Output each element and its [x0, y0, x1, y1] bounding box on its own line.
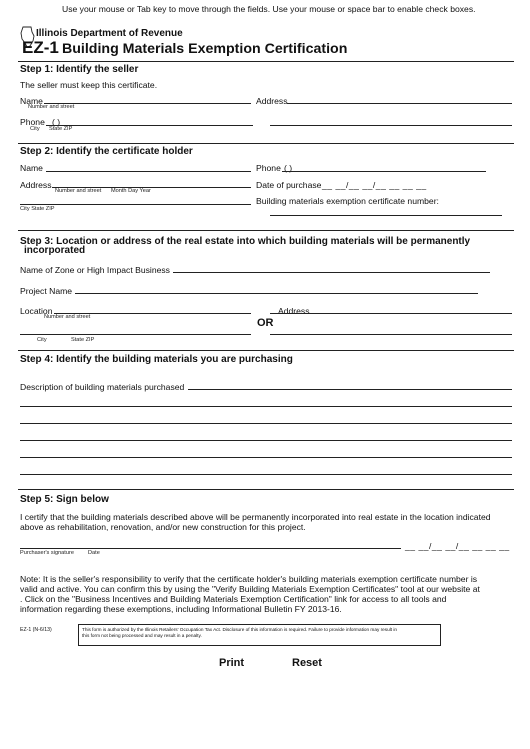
holder-name-label: Name: [20, 163, 43, 173]
holder-address-label: Address: [20, 180, 52, 190]
location-city-sublabel: City: [37, 337, 47, 343]
form-title: Building Materials Exemption Certification: [62, 41, 348, 57]
divider: [18, 143, 514, 144]
print-button[interactable]: Print: [219, 657, 245, 669]
signature-date-field[interactable]: __ __/__ __/__ __ __ __: [405, 541, 510, 551]
note-text: information regarding these exemptions, including Informational Bulletin FY 2013-16.: [20, 604, 342, 614]
signature-date-sublabel: Date: [88, 550, 100, 556]
seller-name-label: Name: [20, 96, 43, 106]
project-name-field[interactable]: [75, 293, 478, 294]
holder-date-sublabel: Month Day Year: [111, 188, 151, 194]
project-name-label: Project Name: [20, 286, 73, 296]
holder-phone-label: Phone: [256, 163, 281, 173]
instructions-text: Use your mouse or Tab key to move through the fields. Use your mouse or space bar to enable check boxes.: [62, 4, 476, 14]
step4-heading: Step 4: Identify the building materials you are purchasing: [20, 354, 293, 365]
divider: [18, 489, 514, 490]
date-of-purchase-field[interactable]: __ __/__ __/__ __ __ __: [322, 180, 427, 190]
certification-text: I certify that the building materials described above will be permanently incorporated into real estate in the location indicated: [20, 512, 491, 522]
seller-city-sublabel: City: [30, 126, 40, 132]
form-id: EZ-1: [22, 38, 59, 57]
divider: [18, 61, 514, 62]
seller-phone-field[interactable]: [46, 125, 253, 126]
reset-button[interactable]: Reset: [292, 657, 322, 669]
location-state-zip-sublabel: State ZIP: [71, 337, 95, 343]
disclosure-box: [78, 624, 441, 646]
step5-heading: Step 5: Sign below: [20, 494, 109, 505]
seller-state-zip-sublabel: State ZIP: [49, 126, 73, 132]
note-text: valid and active. You can confirm this by using the "Verify Building Materials Exemption Certificates" tool at our website at: [20, 584, 480, 594]
seller-city-state-zip-field[interactable]: [270, 125, 512, 126]
signature-field[interactable]: [20, 548, 401, 549]
seller-name-field[interactable]: [44, 103, 251, 104]
seller-address-label: Address: [256, 96, 288, 106]
zone-field[interactable]: [173, 272, 490, 273]
holder-phone-paren: ( ): [284, 163, 293, 173]
location-city-state-zip-field[interactable]: [20, 334, 251, 335]
seller-address-field[interactable]: [287, 103, 512, 104]
location-address-line2-field[interactable]: [270, 334, 512, 335]
date-of-purchase-label: Date of purchase: [256, 180, 322, 190]
cert-number-field[interactable]: [270, 215, 502, 216]
materials-desc-line[interactable]: [20, 406, 512, 407]
cert-number-label: Building materials exemption certificate number:: [256, 196, 439, 206]
materials-desc-line[interactable]: [20, 423, 512, 424]
zone-label: Name of Zone or High Impact Business: [20, 265, 170, 275]
materials-desc-line[interactable]: [20, 440, 512, 441]
holder-city-state-zip-sublabel: City State ZIP: [20, 206, 55, 212]
divider: [18, 230, 514, 231]
materials-desc-line[interactable]: [20, 474, 512, 475]
seller-phone-label: Phone: [20, 117, 45, 127]
step3-heading-cont: incorporated: [24, 245, 86, 256]
disclosure-text-cont: this form not being processed and may result in a penalty.: [82, 633, 202, 638]
signature-sublabel: Purchaser's signature: [20, 550, 74, 556]
certification-text-cont: above as rehabilitation, renovation, and/or new construction for this project.: [20, 522, 306, 532]
note-text: . Click on the "Business Incentives and Building Materials Exemption Certification" link for access to all tools and: [20, 594, 447, 604]
step2-heading: Step 2: Identify the certificate holder: [20, 146, 193, 157]
holder-address-sublabel: Number and street: [55, 188, 102, 194]
materials-desc-label: Description of building materials purchased: [20, 382, 185, 392]
location-address-label: Address: [278, 306, 310, 316]
agency-name: Illinois Department of Revenue: [36, 28, 183, 39]
divider: [18, 350, 514, 351]
disclosure-text: This form is authorized by the Illinois Retailers' Occupation Tax Act. Disclosure of this information is required. Failure to provide information may result in: [82, 627, 398, 632]
or-label: OR: [257, 317, 274, 329]
materials-desc-line[interactable]: [20, 457, 512, 458]
form-code: EZ-1 (N-6/13): [20, 627, 52, 633]
location-sublabel: Number and street: [44, 314, 91, 320]
materials-desc-field[interactable]: [188, 389, 512, 390]
step3-heading: Step 3: Location or address of the real estate into which building materials will be permanently: [20, 236, 471, 247]
seller-note: The seller must keep this certificate.: [20, 80, 158, 90]
holder-name-field[interactable]: [46, 171, 251, 172]
location-label: Location: [20, 306, 53, 316]
location-address-field[interactable]: [270, 313, 512, 314]
note-text: Note: It is the seller's responsibility to verify that the certificate holder's building materials exemption certificate number is: [20, 574, 478, 584]
seller-name-sublabel: Number and street: [28, 104, 75, 110]
step1-heading: Step 1: Identify the seller: [20, 64, 139, 75]
seller-phone-paren: ( ): [52, 117, 61, 127]
holder-city-state-zip-field[interactable]: [20, 204, 251, 205]
holder-phone-field[interactable]: [282, 171, 486, 172]
